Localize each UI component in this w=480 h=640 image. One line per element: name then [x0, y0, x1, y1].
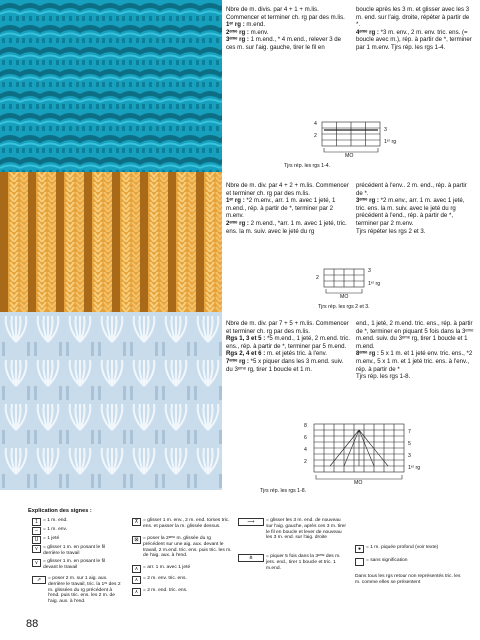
legend-item: = sans signification	[355, 558, 465, 566]
paragraph: Rgs 1, 3 et 5 : *5 m.end., 1 jeté, 2 m.end. tric. ens., rép. à partir de *, terminer par 5 m.end.	[226, 335, 350, 350]
row-label: 3	[384, 127, 387, 133]
section-3-left-text	[226, 320, 350, 373]
swatch-photo-3	[0, 312, 222, 490]
row-label: 2	[316, 275, 319, 281]
legend-item: ⋏ = 2 m. env. tric. ens.	[132, 576, 232, 584]
row-label: 3	[408, 453, 411, 459]
paragraph: 2ᵉᵐᵉ rg : 2 m.end., *arr. 1 m. avec 1 jeté, tric. ens. la m. suiv. avec le jeté du rg	[226, 219, 347, 235]
chart-grid-2	[314, 266, 404, 304]
legend-title: Explication des signes :	[28, 508, 92, 514]
chart-grid-3	[300, 420, 450, 492]
row-label: 8	[304, 423, 307, 429]
paragraph: Tjrs répéter les rgs 2 et 3.	[356, 227, 426, 235]
paragraph: 3ᵉᵐᵉ rg : *2 m.env., arr. 1 m. avec 1 jeté, tric. ens. la m. suiv. avec le jeté du rg précédent à l'end., rép. à partir de *, terminer par 2 m.env.	[356, 197, 465, 227]
stitch-symbol-icon: ⊼	[132, 518, 141, 526]
paragraph: 3ᵉᵐᵉ rg : 1 m.end., * 4 m.end., relever 3 de ces m. sur l'aig. gauche, tirer le fil en	[226, 36, 342, 51]
paragraph: précédent à l'env.. 2 m. end., rép. à partir de *.	[356, 182, 467, 197]
legend-item: ⟿ = glisser les 3 m. end. de nouveau sur l'aig. gauche, après ces 3 m. tirer le fil en boucle et lever de nouveau les 3 m. end. sur l'aig. droite	[238, 518, 348, 541]
stitch-symbol-icon: ⋎	[32, 559, 41, 567]
chart-grid-1	[312, 118, 422, 162]
row-label: 2	[304, 459, 307, 465]
row-label: 1ᵉʳ rg	[408, 465, 421, 471]
paragraph: boucle après les 3 m. et glisser avec les 3 m. end. sur l'aig. droite, répéter à partir de *.	[356, 6, 470, 29]
chart-caption-1: Tjrs rép. les rgs 1-4.	[284, 163, 331, 169]
row-label: 1ᵉʳ rg	[368, 281, 381, 287]
stitch-chart-1	[312, 118, 422, 162]
paragraph: Rgs 2, 4 et 6 : m. et jetés tric. à l'env.	[226, 350, 327, 358]
mo-label: MO	[354, 480, 363, 486]
paragraph: 4ᵉᵐᵉ rg : *3 m. env., 2 m. env. tric. ens. (= boucle avec m.), rép. à partir de *, terminer par 1 m.env. Tjrs rép. les rgs 1-4.	[356, 28, 472, 51]
swatch-photo-1	[0, 0, 222, 172]
row-label: 5	[408, 441, 411, 447]
stitch-symbol-icon: ⋎	[32, 545, 41, 553]
chart-caption-3: Tjrs rép. les rgs 1-8.	[260, 488, 307, 494]
swatch-texture-1	[0, 0, 222, 172]
stitch-symbol-icon: ⋏	[132, 576, 141, 584]
section-1-left-text	[226, 6, 350, 52]
legend-item: U = 1 jeté	[32, 536, 117, 544]
legend-note: Dans tous les rgs retour non représentés tric. les m. comme elles se présentent	[355, 574, 461, 585]
mo-label: MO	[345, 153, 354, 159]
row-label: 6	[304, 435, 307, 441]
paragraph: 1ᵉʳ rg : m.end.	[226, 21, 266, 29]
paragraph: 1ᵉʳ rg : *2 m.env., arr. 1 m. avec 1 jeté, 1 m.end., rép. à partir de *, terminer par 2 m.env.	[226, 197, 336, 220]
row-label: 3	[368, 268, 371, 274]
paragraph: end., 1 jeté, 2 m.end. tric. ens., rép. à partir de *, terminer en piquant 5 fois dans la 3ᵉᵐᵉ m.end. suiv. du 3ᵉᵐᵉ rg, tirer 1 boucle et 1 m.end.	[356, 320, 474, 350]
paragraph: 8ᵉᵐᵉ rg : 5 x 1 m. et 1 jeté env. tric. ens., *2 m.env., 5 x 1 m. et 1 jeté tric. ens. à l'env., rép. à partir de *	[356, 350, 473, 373]
stitch-symbol-icon: ∧	[132, 565, 141, 573]
swatch-photo-2	[0, 172, 222, 312]
paragraph: 7ᵉᵐᵉ rg : *5 x piquer dans les 3 m.end. suiv. du 3ᵉᵐᵉ rg, tirer 1 boucle et 1 m.	[226, 357, 344, 373]
section-3-right-text	[356, 320, 474, 381]
stitch-symbol-icon: –	[32, 527, 41, 535]
stitch-chart-3	[300, 420, 450, 492]
swatch-texture-3	[0, 312, 222, 490]
section-2-left-text	[226, 182, 350, 235]
swatch-texture-2	[0, 172, 222, 312]
section-1-right-text	[356, 6, 474, 52]
row-label: 4	[304, 447, 307, 453]
paragraph: Nbre de m. div. par 4 + 2 + m.lis. Commencer et terminer ch. rg par des m.lis.	[226, 182, 349, 197]
stitch-symbol-icon: ⊠	[132, 536, 141, 544]
stitch-symbol-icon: ⇗	[32, 576, 46, 584]
page-number: 88	[26, 618, 39, 630]
section-2-right-text	[356, 182, 474, 235]
stitch-symbol-icon: ●	[355, 545, 364, 553]
legend-item: 1 = 1 m. end.	[32, 518, 117, 526]
legend-item: ⋎ = glisser 1 m. en posant le fil derrière le travail	[32, 545, 117, 557]
stitch-symbol-icon: 1	[32, 518, 41, 526]
legend-item: – = 1 m. env.	[32, 527, 117, 535]
paragraph: Nbre de m. divis. par 4 + 1 + m.lis. Commencer et terminer ch. rg par des m.lis.	[226, 6, 345, 21]
row-label: 1ᵉʳ rg	[384, 139, 397, 145]
stitch-symbol-icon: ⋔	[238, 554, 264, 562]
legend-item: ⋎ = glisser 1 m. en posant le fil devant le travail	[32, 559, 117, 571]
legend-item: ⊼ = glisser 1 m. env., 2 m. end. torses tric. ens. et passer la m. glissée dessus.	[132, 518, 232, 530]
chart-caption-2: Tjrs rép. les rgs 2 et 3.	[318, 304, 370, 310]
stitch-symbol-icon	[355, 558, 364, 566]
paragraph: 2ᵉᵐᵉ rg : m.env.	[226, 28, 269, 36]
stitch-symbol-icon: U	[32, 536, 41, 544]
row-label: 2	[314, 133, 317, 139]
mo-label: MO	[340, 294, 349, 300]
stitch-symbol-icon: ⟿	[238, 518, 264, 526]
legend-item: ∧ = arr. 1 m. avec 1 jeté	[132, 565, 232, 573]
stitch-symbol-icon: ⋏	[132, 588, 141, 596]
legend-item: ⋏ = 2 m. end. tric. ens.	[132, 588, 232, 596]
paragraph: Nbre de m. div. par 7 + 5 + m.lis. Commencer et terminer ch. rg par des m.lis.	[226, 320, 349, 335]
paragraph: Tjrs rép. les rgs 1-8.	[356, 373, 411, 381]
legend-item: ⊠ = poser la 2ᵉᵐᵉ m. glissée du rg précédent sur une aig. aux. devant le travail, 2 m.end. tric. ens. puis tric. les m. de l'aig. aux. à l'end.	[132, 536, 232, 559]
legend-item: ⇗ = poser 2 m. sur 1 aig. aux. derrière le travail, tric. la 1ʳᵉ des 2 m. glissées du rg précédent à l'end. puis tric. ens. les 2 m. de l'aig. aux. à l'end.	[32, 576, 122, 605]
row-label: 4	[314, 121, 317, 127]
legend-item: ● = 1 m. piquée profond (voir texte)	[355, 545, 465, 553]
stitch-chart-2	[314, 266, 404, 304]
row-label: 7	[408, 429, 411, 435]
legend-item: ⋔ = piquer 5 fois dans la 3ᵉᵐᵉ des m. jers. end., tirer 1 boucle et tric. 1 m.end.	[238, 554, 348, 571]
